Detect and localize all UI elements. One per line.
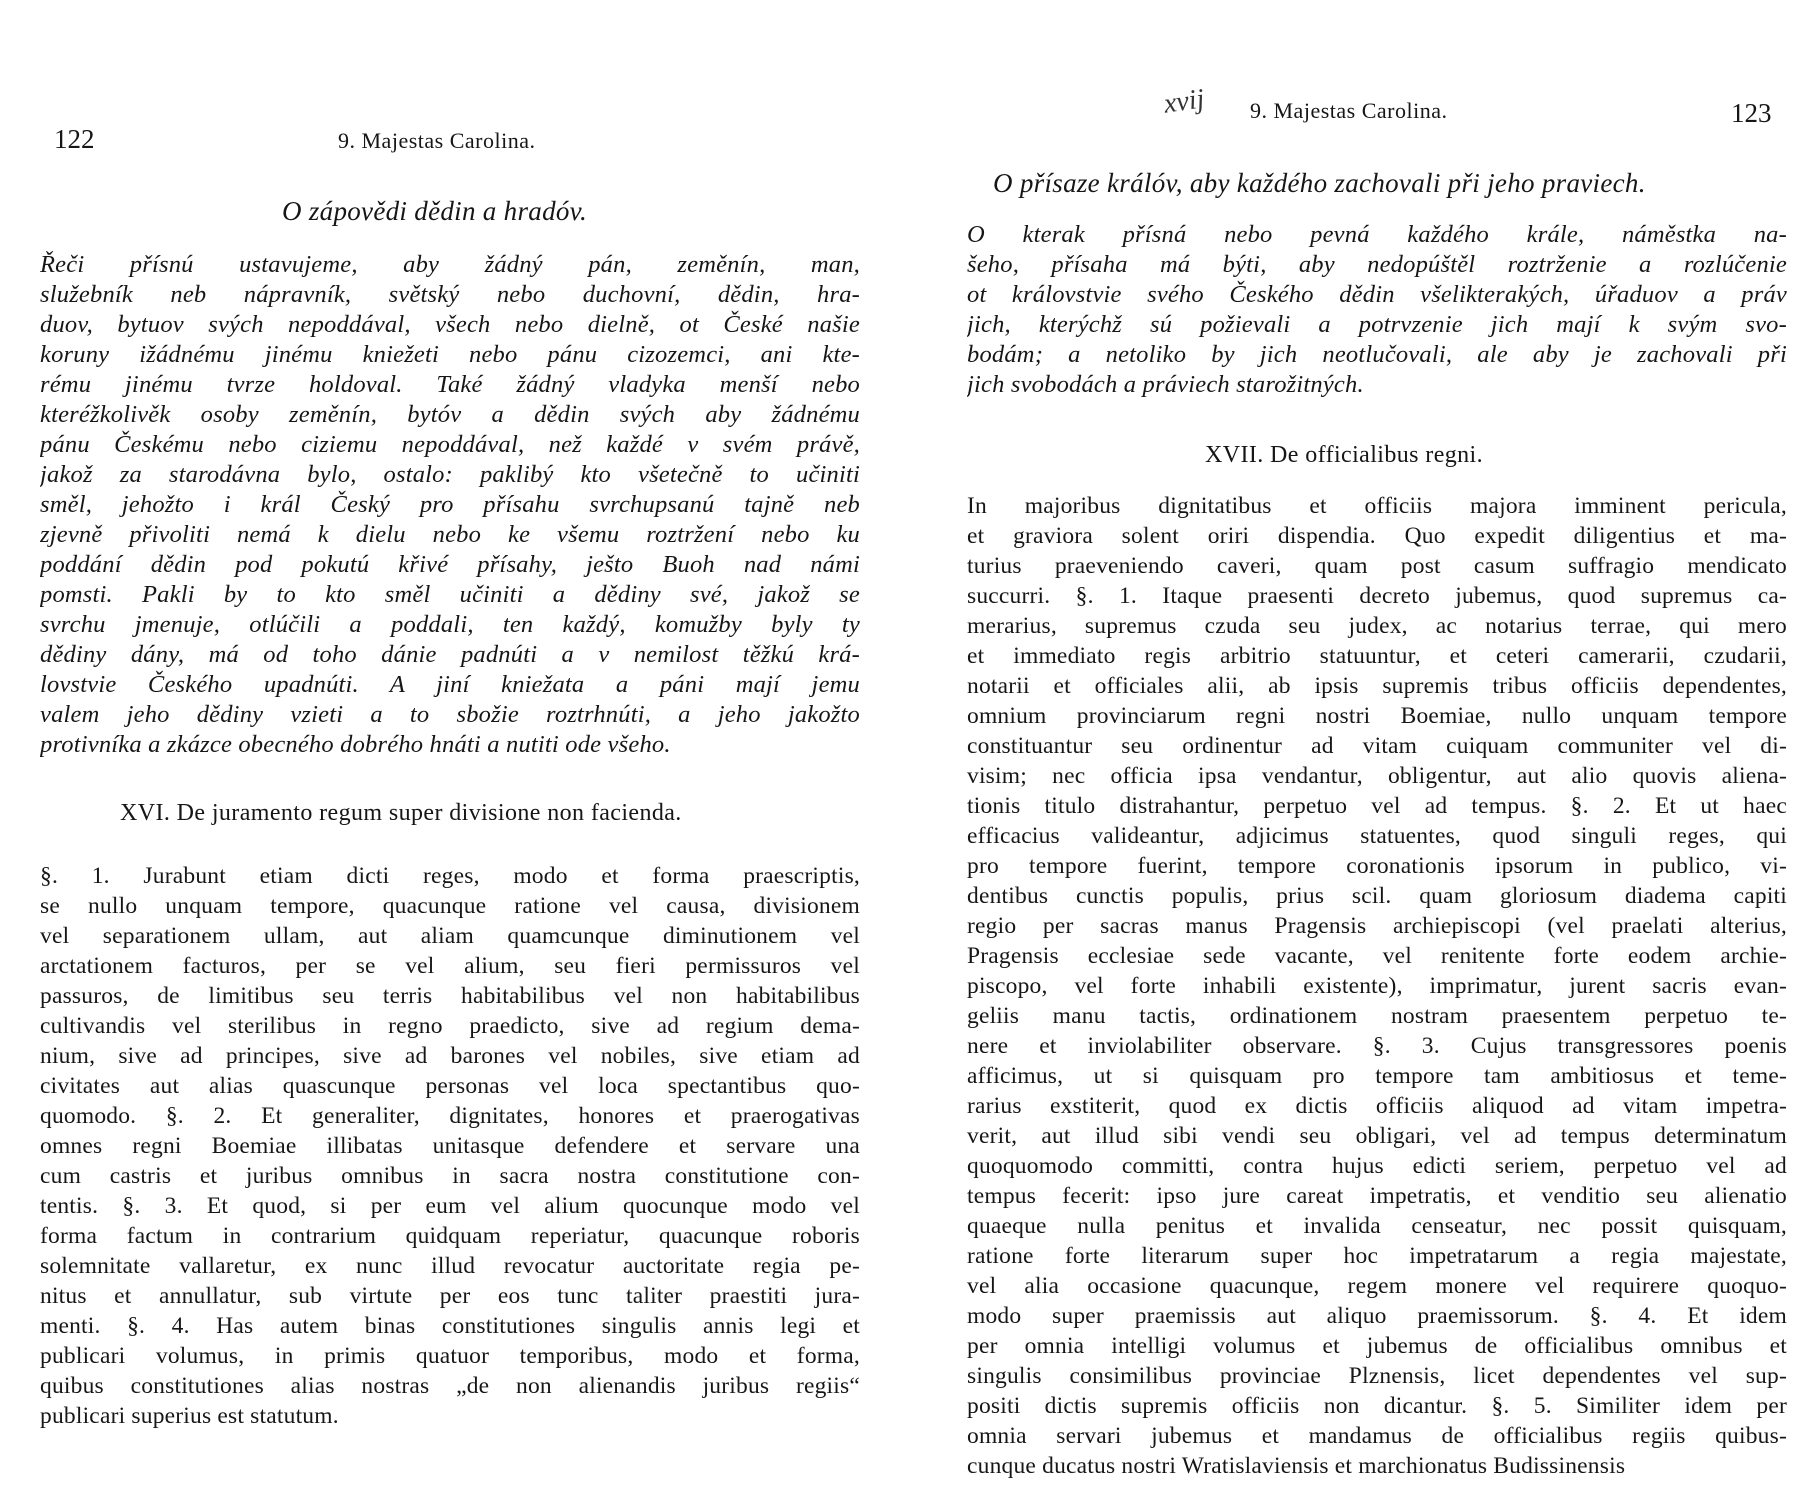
- text-line: piscopo, vel forte inhabili existente), imprimatur, jurent sacris evan-: [967, 973, 1787, 999]
- text-line: positi dictis supremis officiis non dicantur. §. 5. Similiter idem per: [967, 1393, 1787, 1419]
- text-line: rému jinému tvrze holdoval. Také žádný vladyka menší nebo: [40, 371, 860, 398]
- text-line: cultivandis vel sterilibus in regno praedicto, sive ad regium dema-: [40, 1013, 860, 1039]
- text-line: publicari volumus, in primis quatuor temporibus, modo et forma,: [40, 1343, 860, 1369]
- text-line: pro tempore fuerint, tempore coronationis ipsorum in publico, vi-: [967, 853, 1787, 879]
- text-line: singulis consimilibus provinciae Plznensis, licet dependentes vel sup-: [967, 1363, 1787, 1389]
- text-line: omnium provinciarum regni nostri Boemiae, nullo unquam tempore: [967, 703, 1787, 729]
- text-line: merarius, supremus czuda seu judex, ac notarius terrae, qui mero: [967, 613, 1787, 639]
- text-line: ratione forte literarum super hoc impetratarum a regia majestate,: [967, 1243, 1787, 1269]
- text-line: poddání dědin pod pokutú křivé přísahy, ješto Buoh nad námi: [40, 551, 860, 578]
- text-line: se nullo unquam tempore, quacunque ratione vel causa, divisionem: [40, 893, 860, 919]
- text-line: cunque ducatus nostri Wratislaviensis et marchionatus Budissinensis: [967, 1453, 1626, 1479]
- text-line: passuros, de limitibus seu terris habitabilibus vel non habitabilibus: [40, 983, 860, 1009]
- text-line: duov, bytuov svých nepoddával, všech nebo dielně, ot České našie: [40, 311, 860, 338]
- section-heading-czech: O přísaze králóv, aby každého zachovali při jeho praviech.: [993, 168, 1646, 198]
- text-line: služebník neb nápravník, světský nebo duchovní, dědin, hra-: [40, 281, 860, 308]
- text-line: §. 1. Jurabunt etiam dicti reges, modo et forma praescriptis,: [40, 863, 860, 889]
- text-line: notarii et officiales alii, ab ipsis supremis tribus officiis dependentes,: [967, 673, 1787, 699]
- text-line: constituantur seu ordinentur ad vitam cuiquam communiter vel di-: [967, 733, 1787, 759]
- latin-paragraph: [40, 861, 860, 1431]
- text-line: dentibus cunctis populis, prius scil. quam gloriosum diadema capiti: [967, 883, 1787, 909]
- text-line: jich, kterýchž sú požievali a potrvzenie jich mají k svým svo-: [967, 311, 1787, 338]
- page-number: 123: [1731, 98, 1772, 128]
- text-line: regio per sacras manus Pragensis archiepiscopi (vel praelati alterius,: [967, 913, 1787, 939]
- text-line: per omnia intelligi volumus et jubemus de officialibus omnibus et: [967, 1333, 1787, 1359]
- handwritten-annotation: xvij: [1161, 83, 1207, 120]
- text-line: In majoribus dignitatibus et officiis majora imminent pericula,: [967, 493, 1787, 519]
- text-line: jich svobodách a práviech starožitných.: [967, 371, 1364, 398]
- text-line: tempus fecerit: ipso jure careat impetratis, et venditio seu alienatio: [967, 1183, 1787, 1209]
- text-line: nere et inviolabiliter observare. §. 3. Cujus transgressores poenis: [967, 1033, 1787, 1059]
- section-xvi-heading: XVI. De juramento regum super divisione non facienda.: [120, 800, 682, 826]
- text-line: zjevně přivoliti nemá k dielu nebo ke všemu roztržení nebo ku: [40, 521, 860, 548]
- page-number: 122: [54, 124, 95, 154]
- text-line: pomsti. Pakli by to kto směl učiniti a dědiny své, jakož se: [40, 581, 860, 608]
- text-line: quomodo. §. 2. Et generaliter, dignitates, honores et praerogativas: [40, 1103, 860, 1129]
- text-line: quaeque nulla penitus et invalida censeatur, nec possit quisquam,: [967, 1213, 1787, 1239]
- text-line: turius praeveniendo caveri, quam post casum suffragio mendicato: [967, 553, 1787, 579]
- text-line: O kterak přísná nebo pevná každého krále, náměstka na-: [967, 221, 1787, 248]
- text-line: visim; nec officia ipsa vendantur, obligentur, aut alio quovis aliena-: [967, 763, 1787, 789]
- text-line: quoquomodo committi, contra hujus edicti seriem, perpetuo vel ad: [967, 1153, 1787, 1179]
- text-line: solemnitate vallaretur, ex nunc illud revocatur auctoritate regia pe-: [40, 1253, 860, 1279]
- running-head: 9. Majestas Carolina.: [1250, 98, 1448, 123]
- running-head: 9. Majestas Carolina.: [338, 128, 536, 153]
- text-line: modo super praemissis aut aliquo praemissorum. §. 4. Et idem: [967, 1303, 1787, 1329]
- text-line: geliis manu tactis, ordinationem nostram praesentem perpetuo te-: [967, 1003, 1787, 1029]
- text-line: lovstvie Českého upadnúti. A jiní kniežata a páni mají jemu: [40, 671, 860, 698]
- text-line: et immediato regis arbitrio statuuntur, et ceteri camerarii, czudarii,: [967, 643, 1787, 669]
- text-line: bodám; a netoliko by jich neotlučovali, ale aby je zachovali při: [967, 341, 1787, 368]
- text-line: arctationem facturos, per se vel alium, seu fieri permissuros vel: [40, 953, 860, 979]
- text-line: ot královstvie svého Českého dědin všelikterakých, úřaduov a práv: [967, 281, 1787, 308]
- latin-paragraph: [967, 491, 1787, 1481]
- section-xvii-heading: XVII. De officialibus regni.: [1205, 442, 1484, 468]
- text-line: koruny ižádnému jinému kniežeti nebo pánu cizozemci, ani kte-: [40, 341, 860, 368]
- text-line: quibus constitutiones alias nostras „de non alienandis juribus regiis“: [40, 1373, 860, 1399]
- text-line: afficimus, ut si quisquam pro tempore tam ambitiosus et teme-: [967, 1063, 1787, 1089]
- text-line: civitates aut alias quascunque personas vel loca spectantibus quo-: [40, 1073, 860, 1099]
- text-line: publicari superius est statutum.: [40, 1403, 339, 1429]
- text-line: dědiny dány, má od toho dánie padnúti a v nemilost těžkú krá-: [40, 641, 860, 668]
- text-line: et graviora solent oriri dispendia. Quo expedit diligentius et ma-: [967, 523, 1787, 549]
- text-line: forma factum in contrarium quidquam reperiatur, quacunque roboris: [40, 1223, 860, 1249]
- text-line: Pragensis ecclesiae sede vacante, vel renitente forte eodem archie-: [967, 943, 1787, 969]
- right-page: [907, 0, 1814, 1500]
- text-line: efficacius valideantur, adjicimus statuentes, quod singuli reges, qui: [967, 823, 1787, 849]
- text-line: omnia servari jubemus et mandamus de officialibus regiis quibus-: [967, 1423, 1787, 1449]
- text-line: směl, jehožto i král Český pro přísahu svrchupsanú tajně neb: [40, 491, 860, 518]
- text-line: valem jeho dědiny vzieti a to sbožie roztrhnúti, a jeho jakožto: [40, 701, 860, 728]
- text-line: pánu Českému nebo ciziemu nepoddával, než každé v svém právě,: [40, 431, 860, 458]
- text-line: jakož za starodávna bylo, ostalo: paklibý kto všetečně to učiniti: [40, 461, 860, 488]
- czech-paragraph: [40, 250, 860, 760]
- text-line: Řeči přísnú ustavujeme, aby žádný pán, zeměnín, man,: [40, 251, 860, 278]
- text-line: nium, sive ad principes, sive ad barones vel nobiles, sive etiam ad: [40, 1043, 860, 1069]
- text-line: svrchu jmenuje, otlúčili a poddali, ten každý, komužby byly ty: [40, 611, 860, 638]
- text-line: succurri. §. 1. Itaque praesenti decreto jubemus, quod supremus ca-: [967, 583, 1787, 609]
- text-line: verit, aut illud sibi vendi seu obligari, vel ad tempus determinatum: [967, 1123, 1787, 1149]
- text-line: rarius exstiterit, quod ex dictis officiis aliquod ad vitam impetra-: [967, 1093, 1787, 1119]
- text-line: menti. §. 4. Has autem binas constitutiones singulis annis legi et: [40, 1313, 860, 1339]
- text-line: kteréžkolivěk osoby zeměnín, bytóv a dědin svých aby žádnému: [40, 401, 860, 428]
- text-line: vel alia occasione quacunque, regem monere vel requirere quoquo-: [967, 1273, 1787, 1299]
- text-line: šeho, přísaha má býti, aby nedopúštěl roztrženie a rozlúčenie: [967, 251, 1787, 278]
- text-line: cum castris et juribus omnibus in sacra nostra constitutione con-: [40, 1163, 860, 1189]
- czech-paragraph: [967, 220, 1787, 400]
- section-heading-czech: O zápovědi dědin a hradóv.: [282, 196, 587, 226]
- text-line: tentis. §. 3. Et quod, si per eum vel alium quocunque modo vel: [40, 1193, 860, 1219]
- text-line: nitus et annullatur, sub virtute per eos tunc taliter praestiti jura-: [40, 1283, 860, 1309]
- text-line: protivníka a zkázce obecného dobrého hnáti a nutiti ode všeho.: [40, 731, 671, 758]
- text-line: vel separationem ullam, aut aliam quamcunque diminutionem vel: [40, 923, 860, 949]
- text-line: tionis titulo distrahantur, perpetuo vel ad tempus. §. 2. Et ut haec: [967, 793, 1787, 819]
- text-line: omnes regni Boemiae illibatas unitasque defendere et servare una: [40, 1133, 860, 1159]
